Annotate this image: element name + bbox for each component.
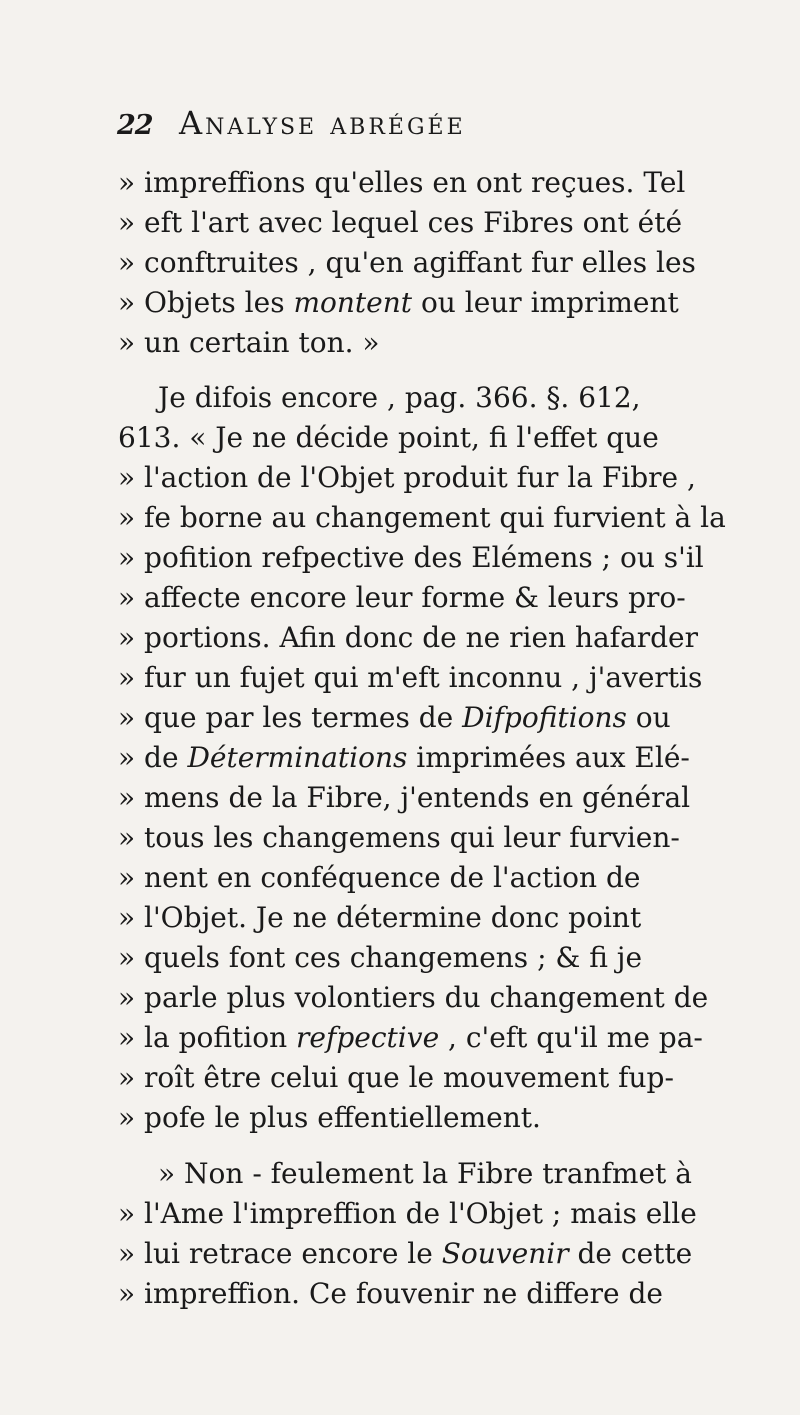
text-line: » portions. Afin donc de ne rien hafarder	[118, 621, 698, 654]
text-line: » affecte encore leur forme & leurs pro-	[118, 581, 686, 614]
text-line: » impreffion. Ce fouvenir ne differe de	[118, 1277, 663, 1310]
text-run: ou	[626, 701, 671, 734]
text-run: » lui retrace encore le	[118, 1237, 442, 1270]
text-line: » nent en conféquence de l'action de	[118, 861, 641, 894]
italic-term: Souvenir	[441, 1237, 569, 1270]
text-run: ou leur impriment	[412, 286, 679, 319]
text-run: » Objets les	[118, 286, 294, 319]
text-line: » tous les changemens qui leur furvien-	[118, 821, 680, 854]
text-line: Je difois encore , pag. 366. §. 612,	[158, 381, 641, 414]
text-line: » mens de la Fibre, j'entends en général	[118, 781, 691, 814]
text-run: » que par les termes de	[118, 701, 463, 734]
text-line: » impreffions qu'elles en ont reçues. Tel	[118, 166, 686, 199]
italic-term: Difpofitions	[462, 701, 627, 734]
text-line	[118, 1018, 703, 1058]
text-line: » pofition refpective des Elémens ; ou s'il	[118, 541, 704, 574]
text-line: 613. « Je ne décide point, fi l'effet que	[118, 421, 659, 454]
text-line: » roît être celui que le mouvement fup-	[118, 1061, 674, 1094]
text-line: » pofe le plus effentiellement.	[118, 1101, 541, 1134]
text-line: » Non - feulement la Fibre tranfmet à	[158, 1157, 692, 1190]
text-line: » parle plus volontiers du changement de	[118, 981, 709, 1014]
text-line	[118, 1234, 692, 1274]
text-line: » fe borne au changement qui furvient à la	[118, 501, 726, 534]
italic-term: refpective	[296, 1021, 440, 1054]
text-run: » de	[118, 741, 188, 774]
text-line: » l'Objet. Je ne détermine donc point	[118, 901, 642, 934]
text-line: » un certain ton. »	[118, 326, 380, 359]
text-line	[118, 738, 690, 778]
text-line: » fur un fujet qui m'eft inconnu , j'avertis	[118, 661, 703, 694]
text-line: » l'action de l'Objet produit fur la Fibre ,	[118, 461, 696, 494]
italic-term: montent	[293, 286, 413, 319]
text-run: » la pofition	[118, 1021, 297, 1054]
text-line: » eft l'art avec lequel ces Fibres ont été	[118, 206, 683, 239]
text-run: de cette	[568, 1237, 693, 1270]
page-number: 22	[117, 110, 153, 141]
text-run: imprimées aux Elé-	[407, 741, 690, 774]
text-line: » conftruites , qu'en agiffant fur elles les	[118, 246, 696, 279]
text-line	[118, 698, 671, 738]
text-run: , c'eft qu'il me pa-	[439, 1021, 703, 1054]
running-head	[117, 104, 762, 154]
running-title: Analyse abrégée	[179, 104, 466, 142]
text-line	[118, 283, 679, 323]
text-line: » quels font ces changemens ; & fi je	[118, 941, 643, 974]
text-line: » l'Ame l'impreffion de l'Objet ; mais elle	[118, 1197, 697, 1230]
italic-term: Déterminations	[187, 741, 408, 774]
